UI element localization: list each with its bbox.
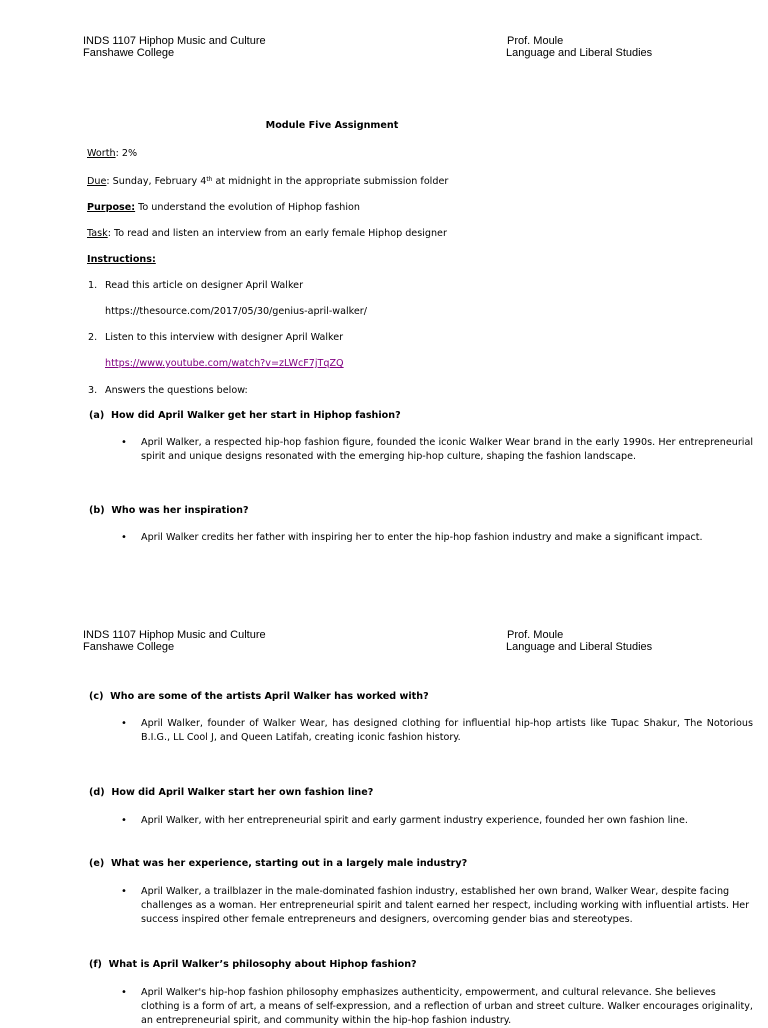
question-e-label: (e)	[89, 858, 105, 869]
question-a	[89, 409, 401, 423]
page-title: Module Five Assignment	[265, 120, 399, 131]
answer-c-text: April Walker, founder of Walker Wear, has designed clothing for influential hip-hop artists like Tupac Shakur, The Notorious B.I.G., LL Cool J, and Queen Latifah, creating iconic fashion history.	[141, 718, 753, 743]
question-e	[89, 857, 467, 871]
purpose-line	[87, 201, 360, 215]
bullet-icon: •	[121, 718, 127, 729]
question-c-label: (c)	[89, 691, 104, 702]
header-department-page-2: Language and Liberal Studies	[506, 641, 653, 653]
step-1-text: Read this article on designer April Walker	[105, 280, 304, 291]
answer-f-text: April Walker's hip-hop fashion philosophy emphasizes authenticity, empowerment, and cultural relevance. She believes clothing is a form of art, a means of self-expression, and a reflection of urban and street culture. Walker encourages originality, an entrepreneurial spirit, and community within the hip-hop fashion industry.	[141, 987, 753, 1026]
question-c-text: Who are some of the artists April Walker has worked with?	[110, 691, 429, 702]
step-1-link[interactable]: https://thesource.com/2017/05/30/genius-april-walker/	[105, 306, 367, 317]
step-3-number: 3.	[88, 385, 98, 396]
bullet-icon: •	[121, 815, 127, 826]
worth-line	[87, 147, 137, 161]
purpose-value: To understand the evolution of Hiphop fashion	[135, 202, 360, 213]
step-1-number: 1.	[88, 280, 98, 291]
answer-e-text: April Walker, a trailblazer in the male-dominated fashion industry, established her own brand, Walker Wear, despite facing challenges as a woman. Her entrepreneurial spirit and talent earned her respect, including working with influential artists. Her success inspired other female entrepreneurs and designers, overcoming gender bias and stereotypes.	[141, 886, 750, 925]
task-line	[87, 227, 447, 241]
question-b-text: Who was her inspiration?	[111, 505, 249, 516]
question-d	[89, 786, 373, 800]
worth-label: Worth	[87, 148, 116, 159]
answer-b-text: April Walker credits her father with inspiring her to enter the hip-hop fashion industry and make a significant impact.	[141, 532, 703, 543]
header-college: Fanshawe College	[83, 47, 175, 59]
header-course: INDS 1107 Hiphop Music and Culture	[83, 35, 266, 47]
task-label: Task	[87, 228, 108, 239]
question-c	[89, 690, 429, 704]
header-college-page-2: Fanshawe College	[83, 641, 175, 653]
question-f	[89, 958, 417, 972]
header-professor-page-2: Prof. Moule	[507, 629, 564, 641]
question-b-label: (b)	[89, 505, 105, 516]
step-2-text: Listen to this interview with designer April Walker	[105, 332, 344, 343]
answer-a-text: April Walker, a respected hip-hop fashion figure, founded the iconic Walker Wear brand in the early 1990s. Her entrepreneurial spirit and unique designs resonated with the emerging hip-hop culture, shaping the fashion landscape.	[141, 437, 753, 462]
task-value: : To read and listen an interview from an early female Hiphop designer	[107, 228, 447, 239]
bullet-icon: •	[121, 437, 127, 448]
worth-value: : 2%	[115, 148, 138, 159]
header-course-page-2: INDS 1107 Hiphop Music and Culture	[83, 629, 266, 641]
header-department: Language and Liberal Studies	[506, 47, 653, 59]
question-b	[89, 504, 249, 518]
question-a-label: (a)	[89, 410, 105, 421]
question-d-label: (d)	[89, 787, 105, 798]
step-2-number: 2.	[88, 332, 98, 343]
question-d-text: How did April Walker start her own fashion line?	[111, 787, 374, 798]
due-label: Due	[87, 176, 107, 187]
due-after: at midnight in the appropriate submission folder	[212, 176, 449, 187]
due-line	[87, 175, 448, 189]
due-before: : Sunday, February 4	[106, 176, 207, 187]
question-a-text: How did April Walker get her start in Hiphop fashion?	[110, 410, 401, 421]
answer-d-text: April Walker, with her entrepreneurial spirit and early garment industry experience, founded her own fashion line.	[141, 815, 688, 826]
step-2-link[interactable]: https://www.youtube.com/watch?v=zLWcF7jTqZQ	[105, 358, 344, 369]
question-f-label: (f)	[89, 959, 102, 970]
bullet-icon: •	[121, 532, 127, 543]
header-professor: Prof. Moule	[507, 35, 564, 47]
instructions-label: Instructions:	[87, 254, 156, 265]
bullet-icon: •	[121, 987, 127, 998]
question-e-text: What was her experience, starting out in a largely male industry?	[110, 858, 468, 869]
question-f-text: What is April Walker’s philosophy about Hiphop fashion?	[108, 959, 417, 970]
due-sup: th	[206, 176, 213, 183]
bullet-icon: •	[121, 886, 127, 897]
purpose-label: Purpose:	[87, 202, 136, 213]
step-3-text: Answers the questions below:	[105, 385, 248, 396]
